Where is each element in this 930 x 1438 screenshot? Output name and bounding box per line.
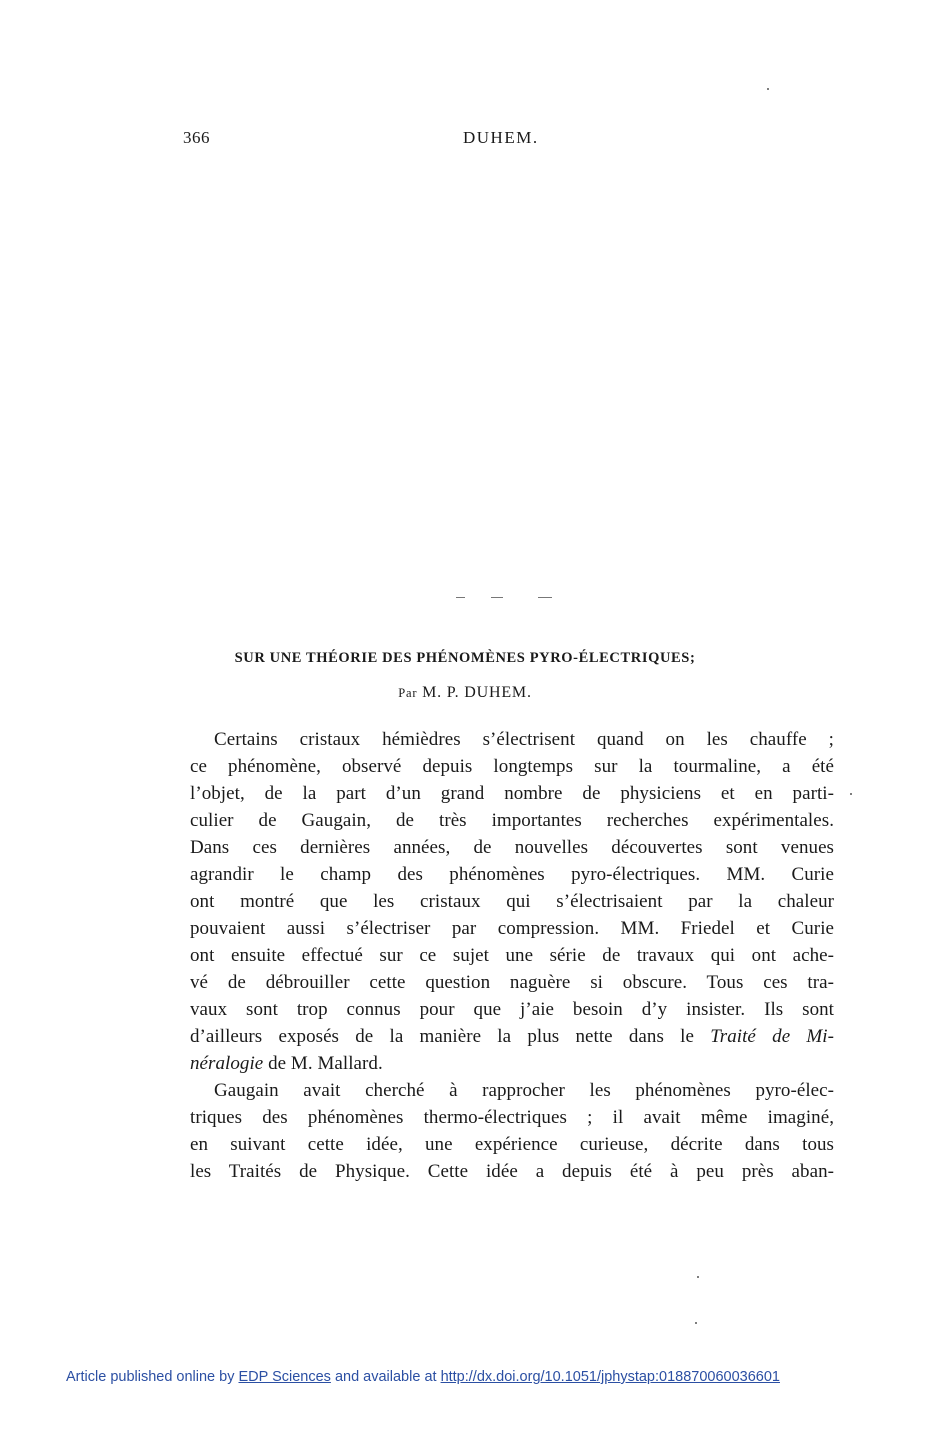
text-segment: de M. Mallard.	[268, 1053, 383, 1074]
doi-link[interactable]: http://dx.doi.org/10.1051/jphystap:018870060036601	[440, 1369, 780, 1385]
text-line: agrandir le champ des phénomènes pyro-électriques. MM. Curie	[190, 864, 834, 885]
text-line	[190, 1024, 834, 1050]
separator-rule	[491, 597, 503, 598]
text-line: ce phénomène, observé depuis longtemps sur la tourmaline, a été	[190, 756, 834, 777]
text-line: Certains cristaux hémièdres s’électrisent quand on les chauffe ;	[214, 729, 834, 750]
separator-rule	[538, 597, 552, 598]
text-line: ont montré que les cristaux qui s’électrisaient par la chaleur	[190, 891, 834, 912]
scan-speck	[695, 1322, 697, 1324]
separator-rule	[456, 597, 465, 598]
article-title: SUR UNE THÉORIE DES PHÉNOMÈNES PYRO-ÉLECTRIQUES;	[234, 650, 696, 666]
page-number: 366	[183, 128, 210, 147]
footer-prefix: Article published online by	[66, 1369, 235, 1385]
text-line: Gaugain avait cherché à rapprocher les phénomènes pyro-élec-	[214, 1080, 834, 1101]
text-line: Dans ces dernières années, de nouvelles découvertes sont venues	[190, 837, 834, 858]
publisher-link[interactable]: EDP Sciences	[238, 1369, 331, 1385]
author-name: M. P. DUHEM.	[422, 684, 532, 701]
text-line: l’objet, de la part d’un grand nombre de physiciens et en parti-	[190, 783, 834, 804]
footer-middle: and available at	[334, 1369, 437, 1385]
italic-book-title: néralogie	[190, 1053, 264, 1074]
text-line: pouvaient aussi s’électriser par compression. MM. Friedel et Curie	[190, 918, 834, 939]
text-line	[190, 1051, 834, 1077]
scan-speck	[850, 793, 852, 795]
text-line: ont ensuite effectué sur ce sujet une série de travaux qui ont ache-	[190, 945, 834, 966]
article-author	[0, 684, 930, 702]
text-line: vé de débrouiller cette question naguère si obscure. Tous ces tra-	[190, 972, 834, 993]
text-line: triques des phénomènes thermo-électriques ; il avait même imaginé,	[190, 1107, 834, 1128]
scan-speck	[697, 1276, 699, 1278]
italic-book-title: Traité de Mi-	[710, 1026, 834, 1047]
text-line: vaux sont trop connus pour que j’aie besoin d’y insister. Ils sont	[190, 999, 834, 1020]
author-prefix: Par	[398, 686, 418, 700]
running-title: DUHEM.	[463, 128, 539, 147]
text-line: en suivant cette idée, une expérience curieuse, décrite dans tous	[190, 1134, 834, 1155]
publication-footer	[66, 1369, 780, 1385]
text-line: les Traités de Physique. Cette idée a depuis été à peu près aban-	[190, 1161, 834, 1182]
scan-speck	[767, 88, 769, 90]
text-segment: d’ailleurs exposés de la manière la plus nette dans le	[190, 1026, 694, 1047]
text-line: culier de Gaugain, de très importantes recherches expérimentales.	[190, 810, 834, 831]
